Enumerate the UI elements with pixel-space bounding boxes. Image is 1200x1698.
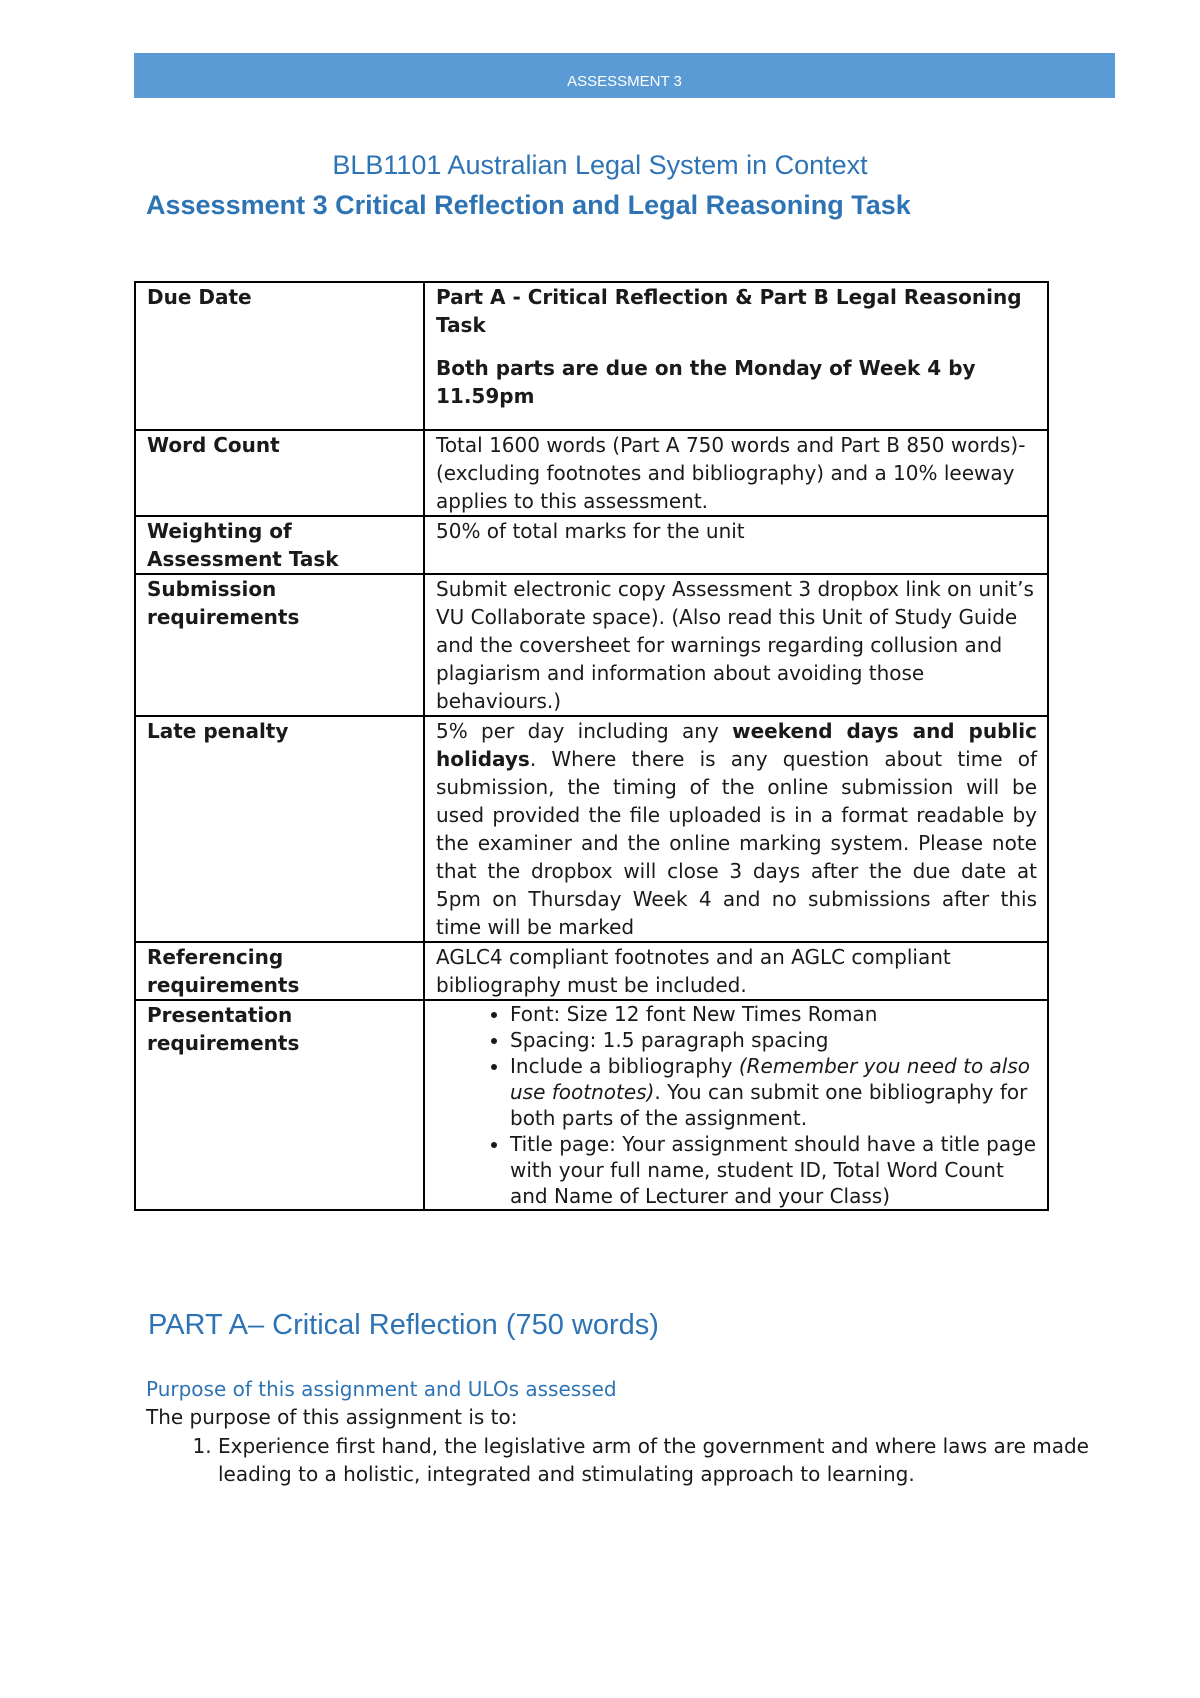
word-count-label: Word Count <box>135 430 424 516</box>
weighting-row <box>135 516 1048 574</box>
late-penalty-label: Late penalty <box>135 716 424 942</box>
referencing-row <box>135 942 1048 1000</box>
unit-title: BLB1101 Australian Legal System in Context <box>332 150 868 180</box>
bibliography-note: (Remember you need to also use footnotes) <box>510 1054 1031 1104</box>
due-date-row <box>135 282 1048 430</box>
submission-row <box>135 574 1048 716</box>
late-penalty-value <box>424 716 1048 942</box>
late-penalty-text-end: . Where there is any question about time of submission, the timing of the online submission will be used provided the file uploaded is in a format readable by the examiner and the online marking system. Please note that the dropbox will close 3 days after the due date at 5pm on Thursday Week 4 and no submissions after this time will be marked <box>436 747 1037 939</box>
bibliography-text-end: . You can submit one bibliography for both parts of the assignment. <box>510 1080 1028 1130</box>
presentation-value <box>424 1000 1048 1210</box>
due-date-deadline: Both parts are due on the Monday of Week 4 by 11.59pm <box>436 356 976 408</box>
late-penalty-row <box>135 716 1048 942</box>
list-item: • Title page: Your assignment should have a title page with your full name, student ID, Total Word Count and Name of Lecturer and your Class) <box>510 1131 1037 1209</box>
presentation-row <box>135 1000 1048 1210</box>
word-count-value: Total 1600 words (Part A 750 words and Part B 850 words)- (excluding footnotes and bibliography) and a 10% leeway applies to this assessment. <box>424 430 1048 516</box>
referencing-label: Referencing requirements <box>135 942 424 1000</box>
due-date-label: Due Date <box>135 282 424 430</box>
list-item: • Spacing: 1.5 paragraph spacing <box>510 1027 1037 1053</box>
due-date-parts: Part A - Critical Reflection & Part B Legal Reasoning Task <box>436 285 1022 337</box>
presentation-label: Presentation requirements <box>135 1000 424 1210</box>
list-item: 1. Experience first hand, the legislative arm of the government and where laws are made leading to a holistic, integrated and stimulating approach to learning. <box>218 1432 1098 1488</box>
list-item <box>510 1053 1037 1131</box>
page-header-bar <box>134 53 1115 98</box>
due-date-value <box>424 282 1048 430</box>
late-penalty-text-start: 5% per day including any <box>436 719 733 743</box>
referencing-value: AGLC4 compliant footnotes and an AGLC compliant bibliography must be included. <box>424 942 1048 1000</box>
purpose-heading: Purpose of this assignment and ULOs assessed <box>146 1377 617 1401</box>
list-item: • Font: Size 12 font New Times Roman <box>510 1001 1037 1027</box>
bibliography-text-start: Include a bibliography <box>510 1054 739 1078</box>
presentation-list <box>436 1001 1037 1209</box>
assessment-title: Assessment 3 Critical Reflection and Legal Reasoning Task <box>146 190 911 220</box>
late-penalty-emphasis: weekend days and public holidays <box>436 719 1037 771</box>
assessment-details-table <box>134 281 1049 1211</box>
weighting-label: Weighting of Assessment Task <box>135 516 424 574</box>
header-label: ASSESSMENT 3 <box>567 73 682 90</box>
purpose-intro: The purpose of this assignment is to: <box>146 1405 518 1429</box>
submission-value: Submit electronic copy Assessment 3 dropbox link on unit’s VU Collaborate space). (Also read this Unit of Study Guide and the coversheet for warnings regarding collusion and plagiarism and information about avoiding those behaviours.) <box>424 574 1048 716</box>
part-a-heading: PART A– Critical Reflection (750 words) <box>148 1309 659 1341</box>
submission-label: Submission requirements <box>135 574 424 716</box>
weighting-value: 50% of total marks for the unit <box>424 516 1048 574</box>
purpose-list <box>180 1432 1098 1488</box>
word-count-row <box>135 430 1048 516</box>
